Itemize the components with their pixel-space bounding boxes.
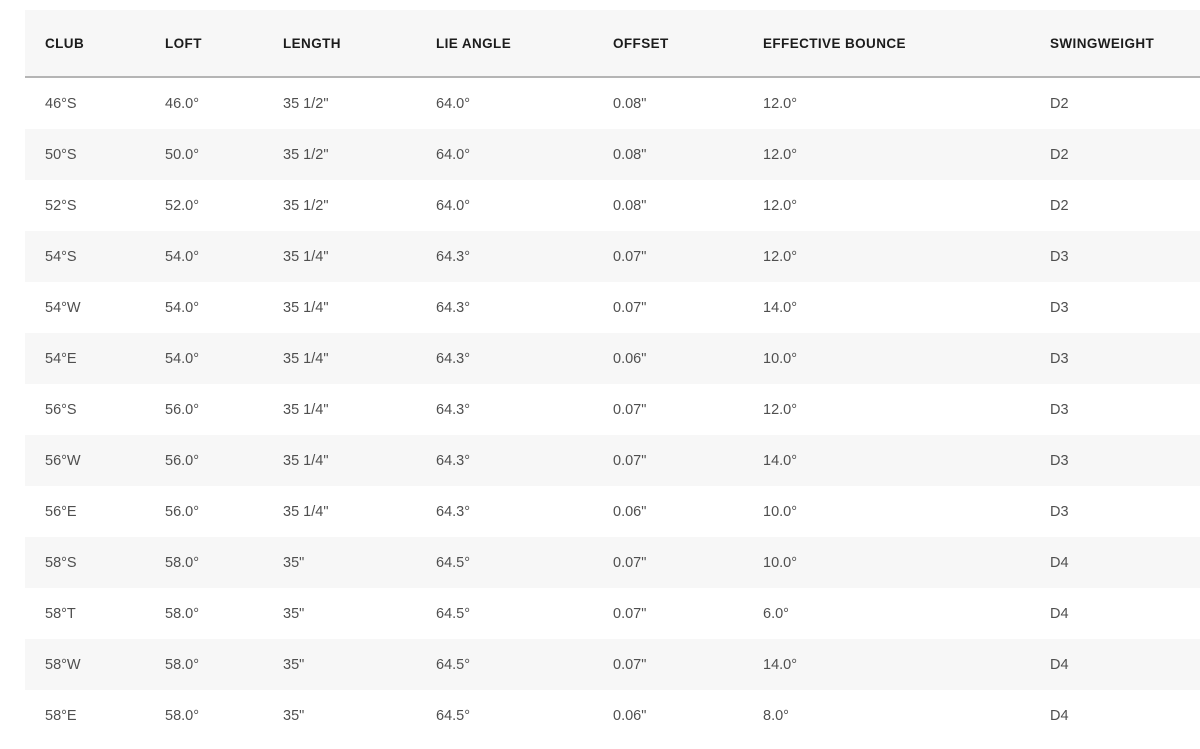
cell-loft: 58.0° (165, 554, 200, 571)
cell-effective-bounce: 6.0° (763, 605, 789, 622)
cell-swingweight: D2 (1050, 146, 1069, 163)
spec-table-header-row (25, 10, 1200, 78)
table-row (25, 639, 1200, 690)
cell-offset: 0.08" (613, 95, 647, 112)
cell-loft: 58.0° (165, 605, 200, 622)
cell-swingweight: D4 (1050, 605, 1069, 622)
table-row (25, 384, 1200, 435)
column-header-club: CLUB (45, 35, 85, 51)
spec-table-body (25, 78, 1200, 741)
cell-effective-bounce: 14.0° (763, 452, 798, 469)
cell-loft: 54.0° (165, 299, 200, 316)
cell-club: 54°S (45, 248, 77, 265)
cell-loft: 54.0° (165, 350, 200, 367)
cell-club: 52°S (45, 197, 77, 214)
cell-length: 35 1/2" (283, 197, 329, 214)
cell-club: 58°T (45, 605, 76, 622)
cell-effective-bounce: 12.0° (763, 95, 798, 112)
column-header-loft: LOFT (165, 35, 202, 51)
column-header-lie-angle: LIE ANGLE (436, 35, 512, 51)
table-row (25, 435, 1200, 486)
cell-loft: 54.0° (165, 248, 200, 265)
cell-swingweight: D4 (1050, 656, 1069, 673)
cell-length: 35" (283, 656, 305, 673)
cell-offset: 0.07" (613, 656, 647, 673)
cell-offset: 0.07" (613, 401, 647, 418)
cell-effective-bounce: 12.0° (763, 146, 798, 163)
cell-club: 58°W (45, 656, 81, 673)
cell-length: 35 1/2" (283, 95, 329, 112)
table-row (25, 129, 1200, 180)
cell-effective-bounce: 10.0° (763, 554, 798, 571)
cell-offset: 0.07" (613, 299, 647, 316)
cell-length: 35 1/4" (283, 248, 329, 265)
cell-effective-bounce: 14.0° (763, 299, 798, 316)
table-row (25, 690, 1200, 741)
cell-offset: 0.07" (613, 452, 647, 469)
cell-swingweight: D2 (1050, 197, 1069, 214)
table-row (25, 231, 1200, 282)
cell-club: 46°S (45, 95, 77, 112)
cell-length: 35 1/2" (283, 146, 329, 163)
cell-effective-bounce: 12.0° (763, 248, 798, 265)
cell-length: 35" (283, 554, 305, 571)
cell-lie-angle: 64.0° (436, 146, 471, 163)
column-header-swingweight: SWINGWEIGHT (1050, 35, 1155, 51)
table-row (25, 78, 1200, 129)
cell-club: 58°E (45, 707, 77, 724)
cell-swingweight: D3 (1050, 350, 1069, 367)
cell-length: 35 1/4" (283, 299, 329, 316)
club-spec-table (25, 10, 1200, 741)
table-row (25, 180, 1200, 231)
table-row (25, 282, 1200, 333)
cell-lie-angle: 64.3° (436, 350, 471, 367)
cell-swingweight: D2 (1050, 95, 1069, 112)
cell-loft: 56.0° (165, 401, 200, 418)
cell-offset: 0.07" (613, 554, 647, 571)
cell-swingweight: D3 (1050, 452, 1069, 469)
cell-swingweight: D3 (1050, 299, 1069, 316)
cell-effective-bounce: 14.0° (763, 656, 798, 673)
table-row (25, 537, 1200, 588)
cell-club: 58°S (45, 554, 77, 571)
cell-effective-bounce: 8.0° (763, 707, 789, 724)
cell-length: 35 1/4" (283, 503, 329, 520)
cell-club: 56°W (45, 452, 81, 469)
column-header-length: LENGTH (283, 35, 341, 51)
table-row (25, 333, 1200, 384)
cell-loft: 46.0° (165, 95, 200, 112)
cell-lie-angle: 64.5° (436, 554, 471, 571)
cell-club: 50°S (45, 146, 77, 163)
cell-effective-bounce: 12.0° (763, 401, 798, 418)
column-header-offset: OFFSET (613, 35, 669, 51)
cell-offset: 0.07" (613, 605, 647, 622)
cell-swingweight: D4 (1050, 554, 1069, 571)
cell-length: 35" (283, 605, 305, 622)
cell-loft: 52.0° (165, 197, 200, 214)
table-row (25, 588, 1200, 639)
table-row (25, 486, 1200, 537)
cell-offset: 0.08" (613, 146, 647, 163)
cell-offset: 0.06" (613, 707, 647, 724)
cell-swingweight: D4 (1050, 707, 1069, 724)
cell-club: 56°E (45, 503, 77, 520)
cell-loft: 50.0° (165, 146, 200, 163)
cell-lie-angle: 64.3° (436, 503, 471, 520)
cell-loft: 56.0° (165, 503, 200, 520)
cell-lie-angle: 64.0° (436, 95, 471, 112)
cell-offset: 0.06" (613, 503, 647, 520)
cell-lie-angle: 64.0° (436, 197, 471, 214)
cell-lie-angle: 64.5° (436, 707, 471, 724)
cell-offset: 0.06" (613, 350, 647, 367)
cell-loft: 58.0° (165, 707, 200, 724)
cell-swingweight: D3 (1050, 401, 1069, 418)
cell-loft: 58.0° (165, 656, 200, 673)
cell-club: 54°E (45, 350, 77, 367)
cell-club: 56°S (45, 401, 77, 418)
cell-loft: 56.0° (165, 452, 200, 469)
cell-length: 35" (283, 707, 305, 724)
cell-lie-angle: 64.3° (436, 299, 471, 316)
cell-effective-bounce: 10.0° (763, 350, 798, 367)
cell-swingweight: D3 (1050, 248, 1069, 265)
cell-swingweight: D3 (1050, 503, 1069, 520)
cell-effective-bounce: 10.0° (763, 503, 798, 520)
cell-length: 35 1/4" (283, 452, 329, 469)
cell-effective-bounce: 12.0° (763, 197, 798, 214)
cell-club: 54°W (45, 299, 81, 316)
cell-offset: 0.07" (613, 248, 647, 265)
cell-lie-angle: 64.3° (436, 248, 471, 265)
cell-lie-angle: 64.5° (436, 605, 471, 622)
column-header-effective-bounce: EFFECTIVE BOUNCE (763, 35, 906, 51)
cell-offset: 0.08" (613, 197, 647, 214)
cell-lie-angle: 64.5° (436, 656, 471, 673)
cell-lie-angle: 64.3° (436, 401, 471, 418)
cell-length: 35 1/4" (283, 350, 329, 367)
cell-lie-angle: 64.3° (436, 452, 471, 469)
cell-length: 35 1/4" (283, 401, 329, 418)
